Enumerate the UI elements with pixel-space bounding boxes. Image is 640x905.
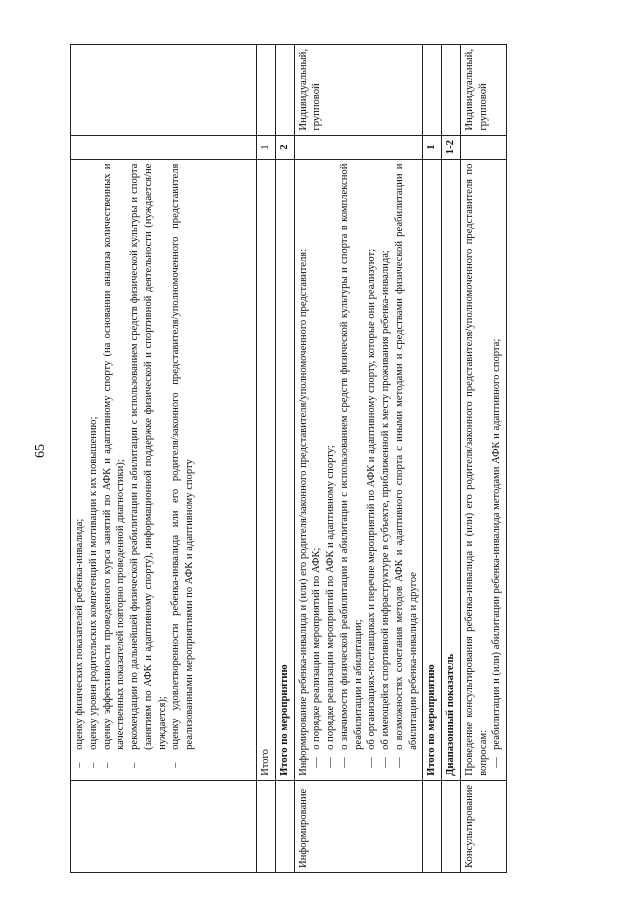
format-cell — [423, 45, 442, 136]
table-row — [71, 45, 257, 873]
table-row — [442, 45, 461, 873]
intro-text: Проведение консультирования ребенка-инвалида и (или) его родителя/законного представителя/уполномоченного представителя по вопросам: — [463, 163, 489, 776]
table-row — [423, 45, 442, 873]
itogo-inform-label: Итого по мероприятию — [423, 159, 442, 780]
activity-name: Информирование — [294, 780, 423, 872]
itogo-label: Итого — [257, 159, 276, 780]
table-row — [257, 45, 276, 873]
activity-cell — [275, 780, 294, 872]
list-item: — об организациях-поставщиках и перечне мероприятий по АФК и адаптивному спорту, которые они реализуют; — [366, 248, 378, 768]
content-cell — [460, 159, 506, 780]
format-value: Индивидуальный, групповой — [460, 45, 506, 136]
count-cell — [294, 135, 423, 159]
table-row — [460, 45, 506, 873]
activity-cell — [442, 780, 461, 872]
intro-text: Информирование ребенка-инвалида и (или) его родителя/законного представителя/уполномоченного представителя: — [297, 248, 309, 776]
list-item: – оценку эффективности проведенного курса занятий по АФК и адаптивному спорту (на основании анализа количественных и качественных показателей повторно проведенной диагностики); — [101, 163, 127, 768]
program-table — [70, 44, 507, 873]
count-cell — [71, 135, 257, 159]
table-row — [294, 45, 423, 873]
list-item: — о возможностях сочетания методов АФК и адаптивного спорта с иными методами и средствами физической реабилитации и абилитации ребенка-инвалида и другое — [393, 163, 419, 768]
itogo-inform-value: 1 — [423, 135, 442, 159]
activity-name: Консультирование — [460, 780, 506, 872]
consult-item-list — [490, 164, 504, 776]
itogo-merop-value: 2 — [275, 135, 294, 159]
list-item: — реабилитации и (или) абилитации ребенка-инвалида методами АФК и адаптивного спорта; — [491, 338, 503, 768]
list-item: – оценку уровня родительских компетенций и мотивации к их повышению; — [87, 416, 99, 768]
diapazon-label: Диапазонный показатель — [442, 159, 461, 780]
content-cell — [71, 159, 257, 780]
list-item: — о порядке реализации мероприятий по АФК; — [311, 547, 323, 768]
content-cell — [294, 159, 423, 780]
format-cell — [71, 45, 257, 136]
format-cell — [275, 45, 294, 136]
activity-cell — [423, 780, 442, 872]
page-number: 65 — [33, 444, 48, 458]
diapazon-value: 1-2 — [442, 135, 461, 159]
itogo-value: 1 — [257, 135, 276, 159]
format-cell — [442, 45, 461, 136]
inform-item-list — [310, 164, 420, 776]
list-item: — об имеющейся спортивной инфраструктуре в субъекте, приближенной к месту проживания ребенка-инвалида; — [380, 250, 392, 768]
list-item: — о порядке реализации мероприятий по АФК и адаптивному спорту; — [325, 445, 337, 768]
rotated-page — [70, 0, 640, 905]
activity-cell — [257, 780, 276, 872]
list-item: – рекомендации по дальнейшей физической реабилитации и абилитации с использованием средств физической культуры и спорта (занятиям по АФК и адаптивному спорту), информационной поддержке физической и спортивной деятельности (нуждается/не нуждается); — [129, 163, 168, 768]
format-value: Индивидуальный, групповой — [294, 45, 423, 136]
top-item-list — [73, 164, 197, 776]
table-row — [275, 45, 294, 873]
list-item: – оценку физических показателей ребенка-инвалида; — [74, 518, 85, 768]
list-item: — о значимости физической реабилитации и абилитации с использованием средств физической культуры и спорта в комплексной реабилитации и абилитации; — [338, 163, 364, 768]
list-item: – оценку удовлетворенности ребенка-инвалида или его родителя/законного представителя/уполномоченного представителя реализованными мероприятиями по АФК и адаптивному спорту — [170, 163, 196, 768]
count-cell — [460, 135, 506, 159]
itogo-merop-label: Итого по мероприятию — [275, 159, 294, 780]
activity-cell — [71, 780, 257, 872]
format-cell — [257, 45, 276, 136]
